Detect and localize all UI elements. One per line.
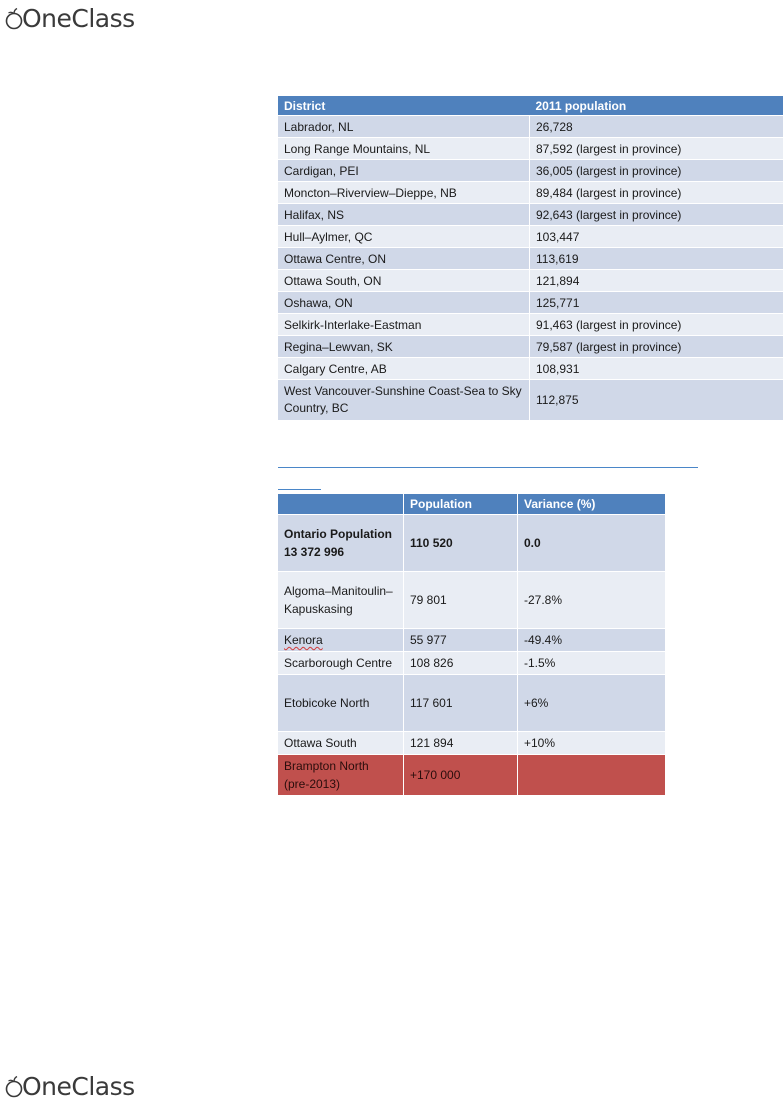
acorn-icon (4, 1075, 24, 1099)
table-row (278, 732, 666, 755)
table-row (278, 336, 783, 358)
district-cell: Oshawa, ON (278, 292, 530, 314)
district-cell: Hull–Aylmer, QC (278, 226, 530, 248)
district-cell: Cardigan, PEI (278, 160, 530, 182)
population-cell: 112,875 (530, 380, 784, 421)
population-cell: 87,592 (largest in province) (530, 138, 784, 160)
population-cell: 55 977 (404, 629, 518, 652)
district-cell: Ottawa South, ON (278, 270, 530, 292)
riding-cell: Ottawa South (278, 732, 404, 755)
column-header-population: Population (404, 494, 518, 515)
hyperlink-underline (278, 467, 698, 468)
population-cell: 121,894 (530, 270, 784, 292)
table-row (278, 314, 783, 336)
population-cell: 92,643 (largest in province) (530, 204, 784, 226)
population-cell: 113,619 (530, 248, 784, 270)
population-cell: 125,771 (530, 292, 784, 314)
population-cell: 89,484 (largest in province) (530, 182, 784, 204)
acorn-icon (4, 7, 24, 31)
population-cell: +170 000 (404, 755, 518, 796)
variance-cell: 0.0 (518, 515, 666, 572)
variance-cell: +10% (518, 732, 666, 755)
ontario-variance-table (278, 494, 666, 795)
variance-cell: -1.5% (518, 652, 666, 675)
district-cell: Selkirk-Interlake-Eastman (278, 314, 530, 336)
table-row (278, 160, 783, 182)
oneclass-logo (4, 6, 135, 31)
district-cell: Ottawa Centre, ON (278, 248, 530, 270)
district-text: Regina–Lewvan, SK (284, 339, 393, 354)
table-row (278, 380, 783, 421)
population-cell: 108,931 (530, 358, 784, 380)
table-row (278, 292, 783, 314)
table-row-highlighted (278, 755, 666, 796)
population-cell: 117 601 (404, 675, 518, 732)
district-cell: West Vancouver-Sunshine Coast-Sea to Sky Country, BC (278, 380, 530, 421)
population-cell: 79,587 (largest in province) (530, 336, 784, 358)
table-row (278, 248, 783, 270)
table-row (278, 226, 783, 248)
district-cell: Long Range Mountains, NL (278, 138, 530, 160)
variance-cell (518, 755, 666, 796)
table-row (278, 675, 666, 732)
table-row (278, 629, 666, 652)
table-row (278, 515, 666, 572)
table-row (278, 204, 783, 226)
column-header-variance: Variance (%) (518, 494, 666, 515)
population-cell: 91,463 (largest in province) (530, 314, 784, 336)
population-cell: 79 801 (404, 572, 518, 629)
table-row (278, 572, 666, 629)
variance-cell: -49.4% (518, 629, 666, 652)
table-row (278, 270, 783, 292)
population-cell: 36,005 (largest in province) (530, 160, 784, 182)
table-row (278, 182, 783, 204)
population-cell: 26,728 (530, 116, 784, 138)
variance-cell: +6% (518, 675, 666, 732)
riding-cell: Algoma–Manitoulin–Kapuskasing (278, 572, 404, 629)
riding-cell: Scarborough Centre (278, 652, 404, 675)
district-population-table (278, 96, 783, 420)
table-row (278, 116, 783, 138)
riding-cell: Brampton North (pre-2013) (278, 755, 404, 796)
table-row (278, 652, 666, 675)
riding-cell: Etobicoke North (278, 675, 404, 732)
table-row (278, 358, 783, 380)
population-cell: 103,447 (530, 226, 784, 248)
riding-cell: Ontario Population 13 372 996 (278, 515, 404, 572)
column-header-population: 2011 population (530, 96, 784, 116)
variance-cell: -27.8% (518, 572, 666, 629)
riding-cell (278, 629, 404, 652)
population-cell: 108 826 (404, 652, 518, 675)
district-cell: Calgary Centre, AB (278, 358, 530, 380)
district-cell: Labrador, NL (278, 116, 530, 138)
logo-text: OneClass (22, 4, 135, 33)
table-header-row (278, 494, 666, 515)
column-header-riding (278, 494, 404, 515)
population-cell: 121 894 (404, 732, 518, 755)
hyperlink-underline-continued (278, 489, 321, 490)
district-cell: Moncton–Riverview–Dieppe, NB (278, 182, 530, 204)
oneclass-logo-footer (4, 1074, 135, 1099)
table-row (278, 138, 783, 160)
riding-text: Kenora (284, 633, 323, 647)
population-cell: 110 520 (404, 515, 518, 572)
district-cell (278, 336, 530, 358)
column-header-district: District (278, 96, 530, 116)
logo-text: OneClass (22, 1072, 135, 1101)
district-cell: Halifax, NS (278, 204, 530, 226)
table-header-row (278, 96, 783, 116)
